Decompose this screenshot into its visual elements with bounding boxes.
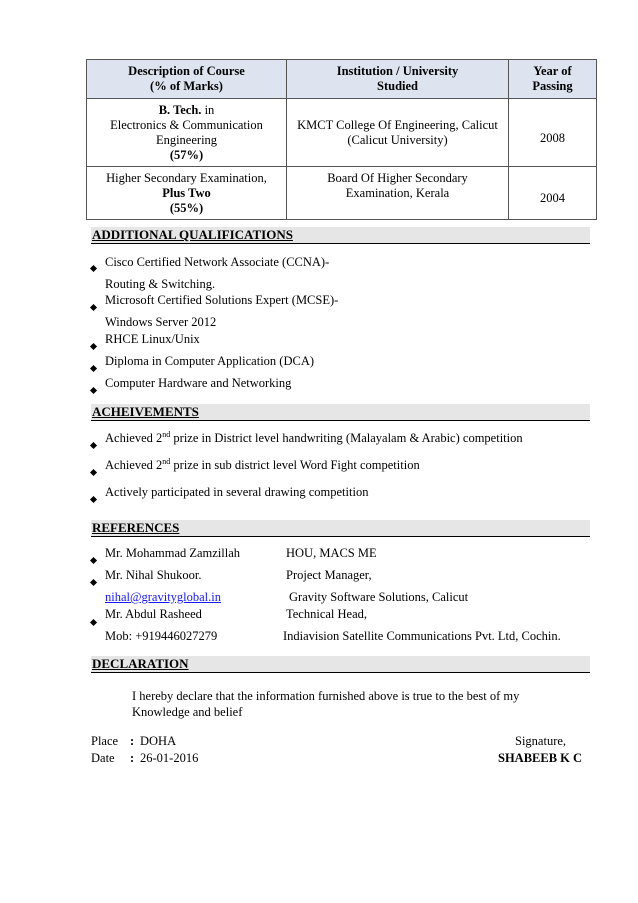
table-row (87, 99, 597, 167)
qualification-item-continuation: Routing & Switching. (105, 277, 216, 291)
reference-email-link[interactable]: nihal@gravityglobal.in (105, 590, 222, 604)
header-course: Description of Course (% of Marks) (87, 60, 287, 99)
qualification-item: RHCE Linux/Unix (105, 332, 200, 346)
signature-name: SHABEEB K C (498, 751, 583, 765)
diamond-bullet-icon (91, 497, 98, 504)
achievement-item: Achieved 2nd prize in District level handwriting (Malayalam & Arabic) competition (105, 429, 523, 445)
reference-company: Indiavision Satellite Communications Pvt. Ltd, Cochin. (283, 629, 561, 643)
diamond-bullet-icon (91, 344, 98, 351)
reference-name: Mr. Mohammad Zamzillah (105, 546, 241, 560)
institution-cell: Board Of Higher Secondary Examination, Kerala (287, 167, 509, 220)
qualification-item: Cisco Certified Network Associate (CCNA)- (105, 255, 330, 269)
year-cell: 2004 (509, 167, 597, 220)
diamond-bullet-icon (91, 443, 98, 450)
course-cell: Higher Secondary Examination, Plus Two (55%) (87, 167, 287, 220)
achievement-item: Actively participated in several drawing competition (105, 485, 369, 499)
diamond-bullet-icon (91, 305, 98, 312)
section-heading-declaration: DECLARATION (91, 656, 590, 673)
reference-title: Project Manager, (286, 568, 372, 582)
diamond-bullet-icon (91, 558, 98, 565)
qualification-item: Microsoft Certified Solutions Expert (MCSE)- (105, 293, 339, 307)
course-cell: B. Tech. in Electronics & Communication Engineering (57%) (87, 99, 287, 167)
reference-title: HOU, MACS ME (286, 546, 377, 560)
qualification-item-continuation: Windows Server 2012 (105, 315, 217, 329)
qualification-item: Computer Hardware and Networking (105, 376, 292, 390)
section-heading-additional-qualifications: ADDITIONAL QUALIFICATIONS (91, 227, 590, 244)
year-cell: 2008 (509, 99, 597, 167)
reference-mobile: Mob: +919446027279 (105, 629, 218, 643)
place-label: Place (91, 734, 119, 748)
diamond-bullet-icon (91, 366, 98, 373)
diamond-bullet-icon (91, 388, 98, 395)
reference-title: Technical Head, (286, 607, 368, 621)
place-value: DOHA (140, 734, 177, 748)
header-year: Year of Passing (509, 60, 597, 99)
declaration-text: I hereby declare that the information furnished above is true to the best of my (132, 689, 520, 703)
table-row (87, 167, 597, 220)
education-table (86, 59, 597, 220)
marks: (57%) (169, 148, 204, 162)
diamond-bullet-icon (91, 620, 98, 627)
signature-label: Signature, (515, 734, 567, 748)
reference-name: Mr. Nihal Shukoor. (105, 568, 202, 582)
date-colon: : (130, 751, 135, 765)
table-header-row (87, 60, 597, 99)
institution-cell: KMCT College Of Engineering, Calicut (Calicut University) (287, 99, 509, 167)
marks: (55%) (169, 201, 204, 215)
date-value: 26-01-2016 (140, 751, 199, 765)
achievement-item: Achieved 2nd prize in sub district level Word Fight competition (105, 456, 420, 472)
qualification-item: Diploma in Computer Application (DCA) (105, 354, 315, 368)
reference-company: Gravity Software Solutions, Calicut (289, 590, 469, 604)
section-heading-references: REFERENCES (91, 520, 590, 537)
diamond-bullet-icon (91, 580, 98, 587)
section-heading-achievements: ACHEIVEMENTS (91, 404, 590, 421)
declaration-text: Knowledge and belief (132, 705, 243, 719)
place-colon: : (130, 734, 135, 748)
date-label: Date (91, 751, 115, 765)
reference-name: Mr. Abdul Rasheed (105, 607, 202, 621)
diamond-bullet-icon (91, 266, 98, 273)
diamond-bullet-icon (91, 470, 98, 477)
header-institution: Institution / University Studied (287, 60, 509, 99)
